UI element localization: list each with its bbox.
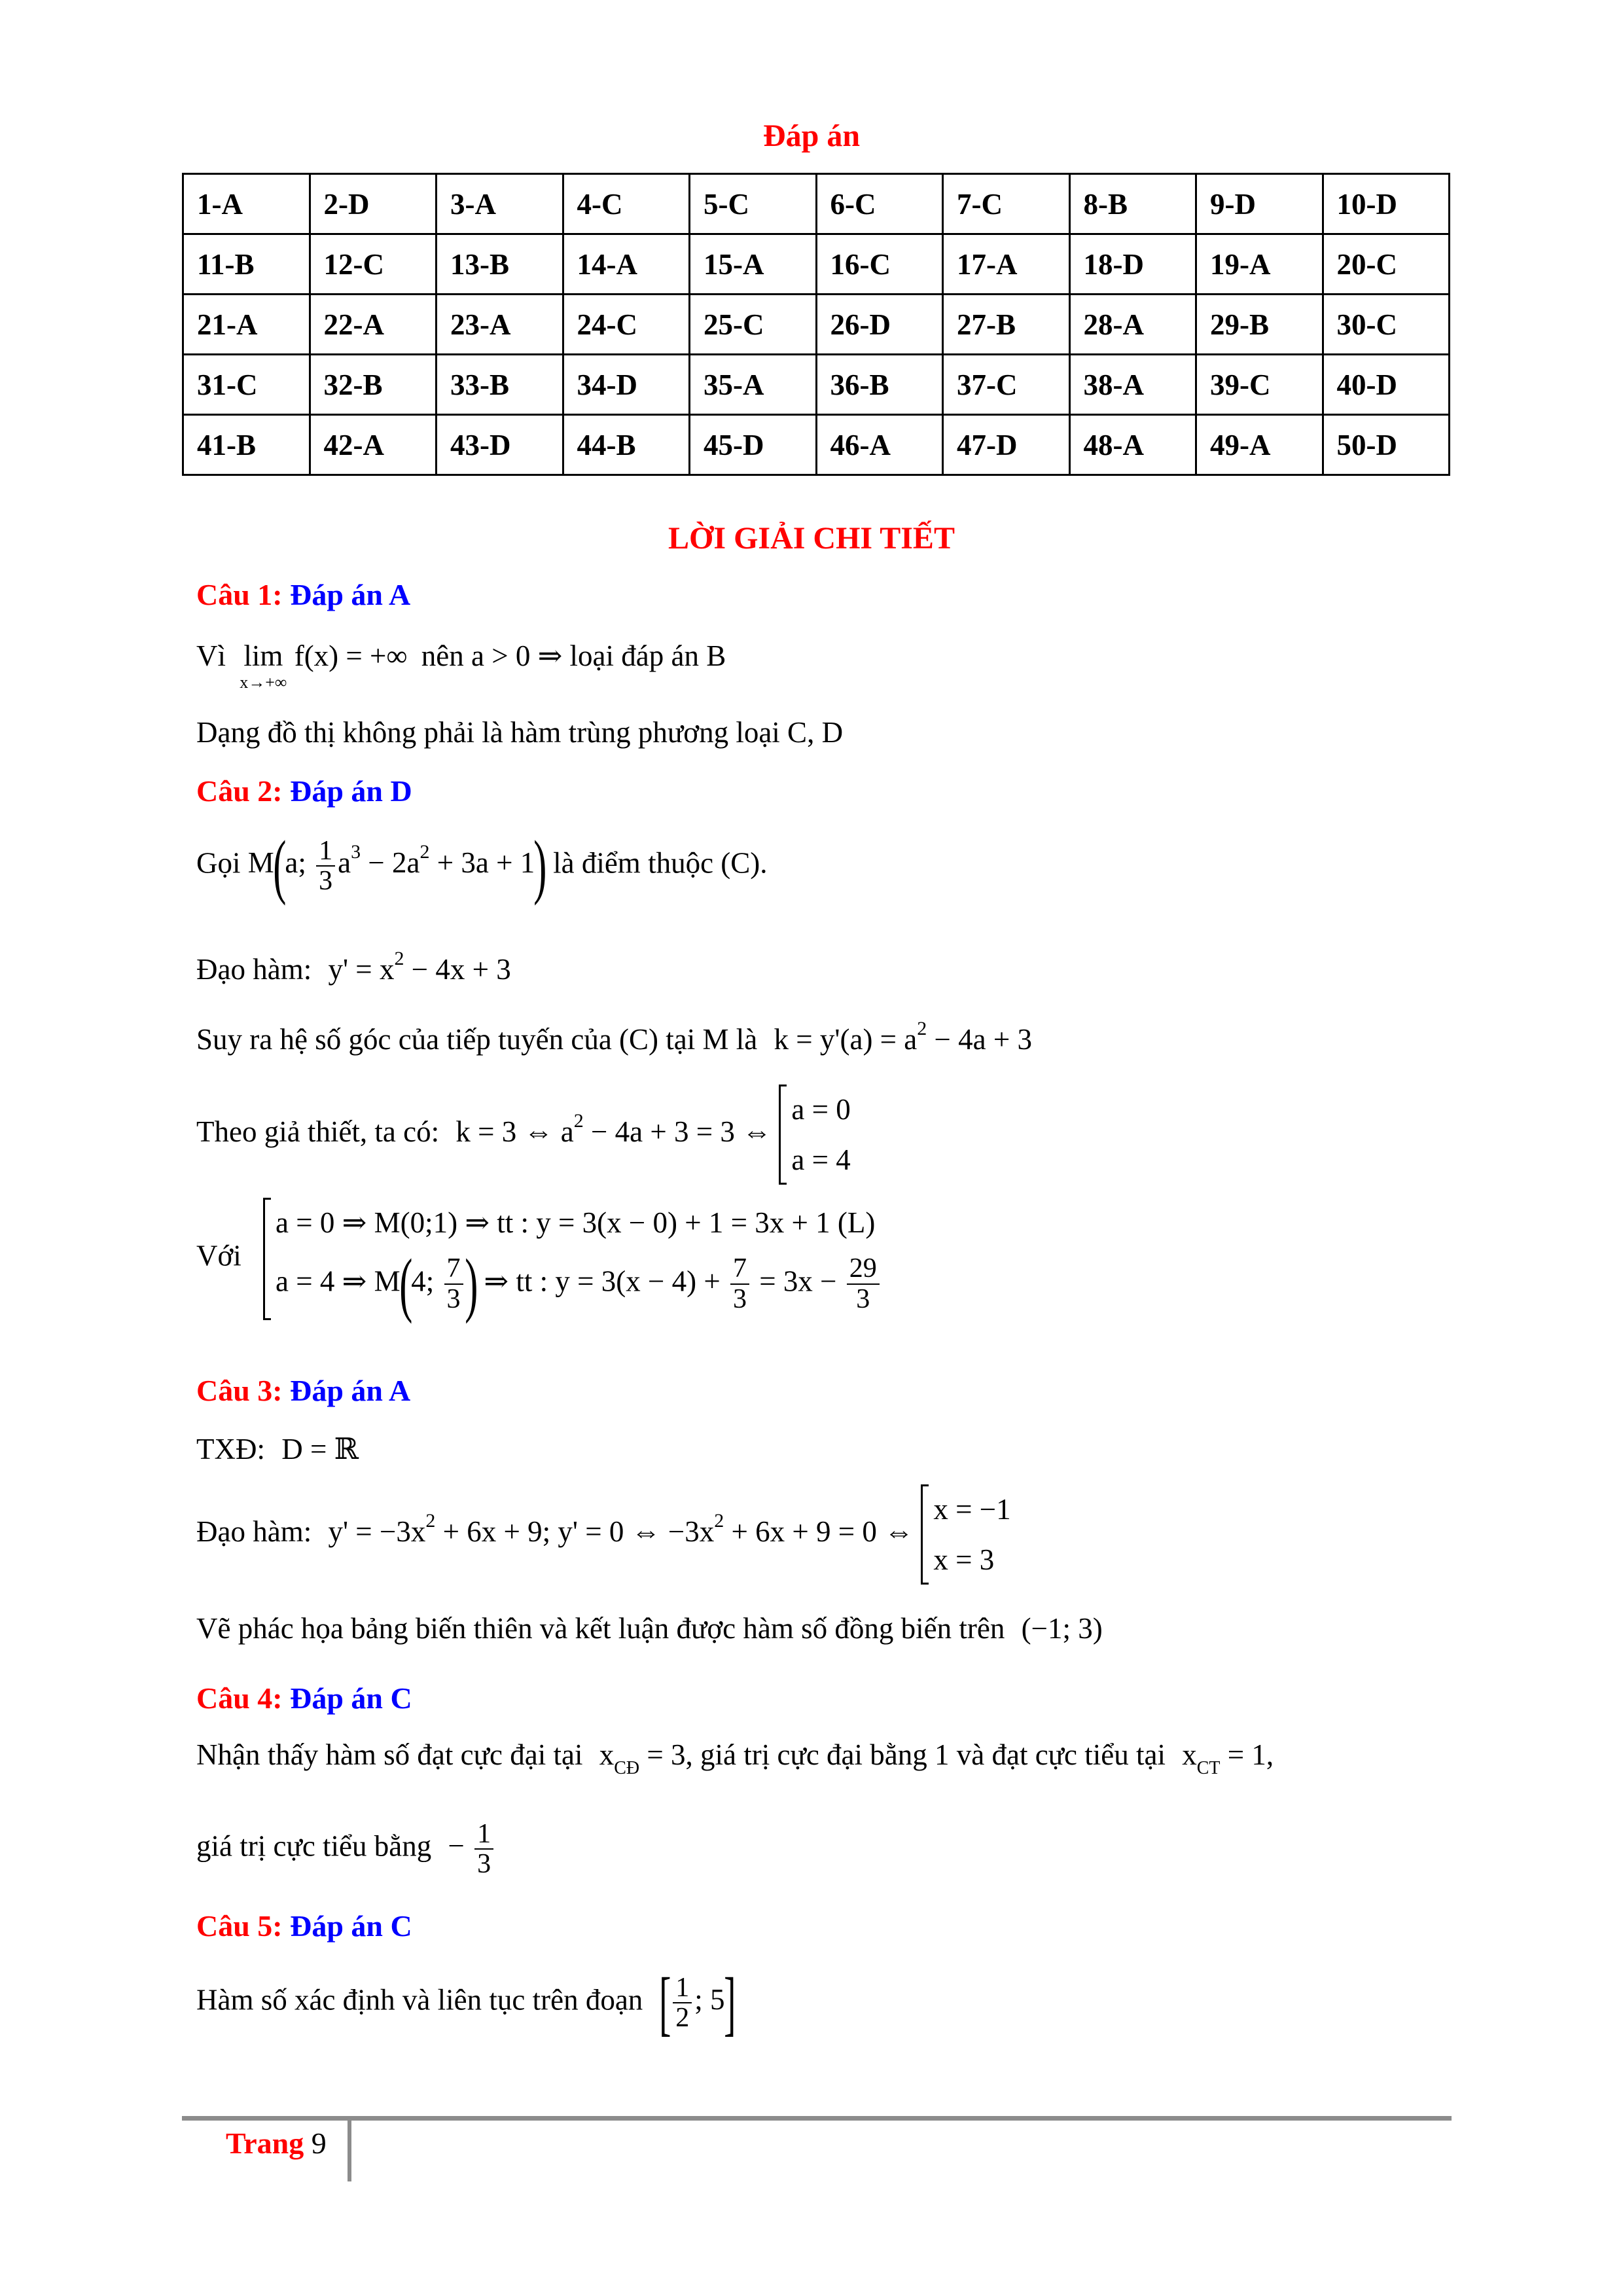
q2-line3: Suy ra hệ số góc của tiếp tuyến của (C) tại M là $k = y'(a) = a^2 - 4a + 3$ xyxy=(196,1018,1033,1056)
answer-row xyxy=(183,415,1450,475)
answer-cell: 10-D xyxy=(1323,174,1450,234)
q5-heading: Câu 5: Đáp án C xyxy=(196,1909,412,1943)
answer-cell: 22-A xyxy=(310,295,437,355)
answer-cell: 25-C xyxy=(690,295,817,355)
q3-line3: Vẽ phác họa bảng biến thiên và kết luận được hàm số đồng biến trên (−1; 3) xyxy=(196,1612,1103,1645)
answer-cell: 3-A xyxy=(437,174,563,234)
limit-expression: lim $^{x\to+\infty}$ f(x) = +∞ xyxy=(240,639,408,692)
q4-line2: giá trị cực tiểu bằng − $\frac{1}{3}$ xyxy=(196,1820,496,1878)
answer-row xyxy=(183,174,1450,234)
page-footer: Trang 9 xyxy=(226,2126,327,2160)
answer-cell: 47-D xyxy=(943,415,1070,475)
q3-line1: TXĐ: D = ℝ xyxy=(196,1433,359,1465)
answer-cell: 21-A xyxy=(183,295,310,355)
answer-table xyxy=(182,173,1450,476)
q2-line1: Gọi M(a; $\frac{1}{3}$ $a^3 - 2a^2 + 3a + 1$) là điểm thuộc (C). xyxy=(196,826,768,906)
answer-cell: 42-A xyxy=(310,415,437,475)
q2-heading: Câu 2: Đáp án D xyxy=(196,774,412,808)
q4-line1: Nhận thấy hàm số đạt cực đại tại $x_{CĐ} = 3$, giá trị cực đại bằng 1 và đạt cực tiểu tại $x_{CT} = 1$, xyxy=(196,1738,1274,1778)
answer-cell: 38-A xyxy=(1069,355,1196,415)
q2-line4: Theo giả thiết, ta có: k = 3 ⇔ $a^2 - 4a + 3 = 3$ ⇔ a = 0 a = 4 xyxy=(196,1085,851,1185)
q3-heading: Câu 3: Đáp án A xyxy=(196,1374,411,1407)
answer-cell: 12-C xyxy=(310,234,437,295)
answer-cell: 48-A xyxy=(1069,415,1196,475)
answer-row xyxy=(183,355,1450,415)
answer-cell: 32-B xyxy=(310,355,437,415)
footer-rule xyxy=(182,2116,1452,2121)
answer-cell: 37-C xyxy=(943,355,1070,415)
q1-line1: Vì lim $^{x\to+\infty}$ f(x) = +∞ nên a > 0 ⇒ loại đáp án B xyxy=(196,638,726,707)
answer-row xyxy=(183,295,1450,355)
answer-cell: 24-C xyxy=(563,295,690,355)
answer-cell: 13-B xyxy=(437,234,563,295)
answer-cell: 27-B xyxy=(943,295,1070,355)
answer-cell: 49-A xyxy=(1196,415,1323,475)
answer-cell: 45-D xyxy=(690,415,817,475)
answer-cell: 23-A xyxy=(437,295,563,355)
answer-cell: 43-D xyxy=(437,415,563,475)
answer-cell: 14-A xyxy=(563,234,690,295)
answer-cell: 26-D xyxy=(816,295,943,355)
answer-cell: 50-D xyxy=(1323,415,1450,475)
case-bracket: a = 0 a = 4 xyxy=(779,1085,850,1185)
answer-cell: 19-A xyxy=(1196,234,1323,295)
answer-cell: 8-B xyxy=(1069,174,1196,234)
answer-cell: 18-D xyxy=(1069,234,1196,295)
q1-heading: Câu 1: Đáp án A xyxy=(196,578,411,611)
answer-cell: 9-D xyxy=(1196,174,1323,234)
answer-cell: 44-B xyxy=(563,415,690,475)
answer-cell: 16-C xyxy=(816,234,943,295)
solutions-title: LỜI GIẢI CHI TIẾT xyxy=(668,521,955,556)
q1-line2: Dạng đồ thị không phải là hàm trùng phương loại C, D xyxy=(196,716,844,749)
answer-cell: 39-C xyxy=(1196,355,1323,415)
answer-cell: 29-B xyxy=(1196,295,1323,355)
answer-cell: 36-B xyxy=(816,355,943,415)
q3-line2: Đạo hàm: $y' = -3x^2 + 6x + 9$; y' = 0 ⇔ $-3x^2 + 6x + 9 = 0$ ⇔ x = −1 x = 3 xyxy=(196,1484,1011,1585)
answer-cell: 20-C xyxy=(1323,234,1450,295)
answer-cell: 31-C xyxy=(183,355,310,415)
answer-cell: 6-C xyxy=(816,174,943,234)
q4-heading: Câu 4: Đáp án C xyxy=(196,1681,412,1715)
answer-cell: 46-A xyxy=(816,415,943,475)
answer-cell: 30-C xyxy=(1323,295,1450,355)
answer-cell: 17-A xyxy=(943,234,1070,295)
answer-cell: 41-B xyxy=(183,415,310,475)
answer-cell: 15-A xyxy=(690,234,817,295)
q5-line1: Hàm số xác định và liên tục trên đoạn [ $\frac{1}{2}$ ; 5] xyxy=(196,1963,736,2043)
answer-cell: 35-A xyxy=(690,355,817,415)
answer-cell: 4-C xyxy=(563,174,690,234)
answer-cell: 28-A xyxy=(1069,295,1196,355)
answer-cell: 34-D xyxy=(563,355,690,415)
answer-cell: 5-C xyxy=(690,174,817,234)
footer-divider xyxy=(348,2116,351,2181)
point-m-expression: M(a; $\frac{1}{3}$ $a^3 - 2a^2 + 3a + 1$) xyxy=(247,826,547,906)
answer-cell: 33-B xyxy=(437,355,563,415)
answer-cell: 7-C xyxy=(943,174,1070,234)
answer-cell: 11-B xyxy=(183,234,310,295)
answer-title: Đáp án xyxy=(762,118,861,153)
answer-cell: 40-D xyxy=(1323,355,1450,415)
answer-cell: 1-A xyxy=(183,174,310,234)
tangent-cases: a = 0 ⇒ M(0;1) ⇒ tt : y = 3(x − 0) + 1 = 3x + 1 (L) a = 4 ⇒ M(4; $\frac{7}{3}$ ) ⇒ tt : y = 3(x − 4) + $\frac{7}{3}$ = 3x − $\frac{29}{3}$ xyxy=(263,1198,882,1320)
answer-cell: 2-D xyxy=(310,174,437,234)
q2-line2: Đạo hàm: $y' = x^2 - 4x + 3$ xyxy=(196,948,511,986)
q2-line5: Với a = 0 ⇒ M(0;1) ⇒ tt : y = 3(x − 0) + 1 = 3x + 1 (L) a = 4 ⇒ M(4; $\frac{7}{3}$ ) ⇒ tt : y = 3(x − 4) + $\frac{7}{3}$ = 3x − $\frac{29}{3}$ xyxy=(196,1198,882,1320)
answer-row xyxy=(183,234,1450,295)
